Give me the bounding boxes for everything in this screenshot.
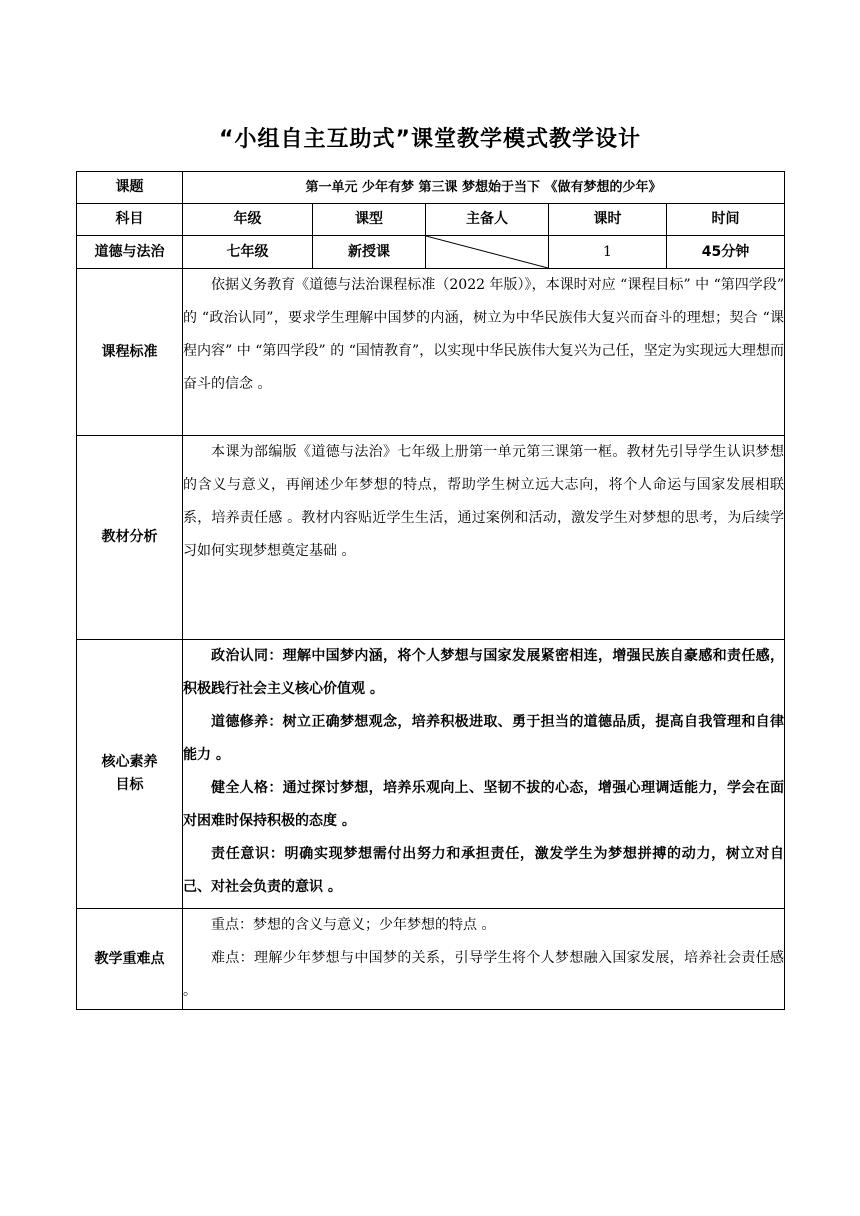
curriculum-standard-cell — [183, 269, 785, 436]
lesson-type-value: 新授课 — [313, 236, 426, 269]
key-points-row — [77, 909, 785, 1010]
header-time: 时间 — [667, 204, 785, 236]
values-row — [77, 236, 785, 269]
textbook-analysis-row — [77, 436, 785, 640]
core-literacy-cell — [183, 640, 785, 909]
textbook-analysis-text: 本课为部编版《道德与法治》七年级上册第一单元第三课第一框。教材先引导学生认识梦想的含义与意义，再阐述少年梦想的特点，帮助学生树立远大志向，将个人命运与国家发展相联系，培养责任感 。教材内容贴近学生生活，通过案例和活动，激发学生对梦想的思考，为后续学习如何实现梦想奠定基础 。 — [183, 444, 784, 559]
topic-row — [77, 172, 785, 204]
curriculum-standard-row — [77, 269, 785, 436]
lesson-plan-table — [76, 171, 785, 1010]
header-row — [77, 204, 785, 236]
key-points-difficulty: 难点：理解少年梦想与中国梦的关系，引导学生将个人梦想融入国家发展，培养社会责任感 。 — [183, 950, 784, 999]
header-preparer: 主备人 — [426, 204, 549, 236]
header-periods: 课时 — [549, 204, 667, 236]
header-subject: 科目 — [77, 204, 183, 236]
curriculum-standard-label: 课程标准 — [77, 269, 183, 436]
core-literacy-label-line2: 目标 — [115, 777, 144, 793]
core-literacy-item: 道德修养：树立正确梦想观念，培养积极进取、勇于担当的道德品质，提高自我管理和自律能力 。 — [183, 714, 784, 763]
periods-value: 1 — [549, 236, 667, 269]
core-literacy-row — [77, 640, 785, 909]
core-literacy-item: 责任意识：明确实现梦想需付出努力和承担责任，激发学生为梦想拼搏的动力，树立对自己、对社会负责的意识 。 — [183, 846, 784, 895]
document-title: “小组自主互助式”课堂教学模式教学设计 — [219, 127, 641, 152]
core-literacy-item: 健全人格：通过探讨梦想，培养乐观向上、坚韧不拔的心态，增强心理调适能力，学会在面对困难时保持积极的态度 。 — [183, 780, 784, 829]
textbook-analysis-cell — [183, 436, 785, 640]
textbook-analysis-label: 教材分析 — [77, 436, 183, 640]
header-lesson-type: 课型 — [313, 204, 426, 236]
core-literacy-label-line1: 核心素养 — [101, 754, 158, 771]
key-points-cell — [183, 909, 785, 1010]
time-value: 45分钟 — [667, 236, 785, 269]
header-grade: 年级 — [183, 204, 313, 236]
core-literacy-item: 政治认同：理解中国梦内涵，将个人梦想与国家发展紧密相连，增强民族自豪感和责任感，积极践行社会主义核心价值观 。 — [183, 648, 784, 697]
core-literacy-label — [77, 640, 183, 909]
preparer-value — [426, 236, 549, 269]
diagonal-slash-line — [426, 236, 548, 268]
subject-value: 道德与法治 — [77, 236, 183, 269]
key-points-focus: 重点：梦想的含义与意义；少年梦想的特点 。 — [211, 917, 496, 933]
grade-value: 七年级 — [183, 236, 313, 269]
topic-value: 第一单元 少年有梦 第三课 梦想始于当下 《做有梦想的少年》 — [183, 172, 785, 204]
topic-label: 课题 — [77, 172, 183, 204]
key-points-label: 教学重难点 — [77, 909, 183, 1010]
curriculum-standard-text: 依据义务教育《道德与法治课程标准（2022 年版）》，本课时对应 “课程目标” 中 “第四学段” 的 “政治认同”，要求学生理解中国梦的内涵，树立为中华民族伟大复兴而奋斗的理想；契合 “课程内容” 中 “第四学段” 的 “国情教育”，以实现中华民族伟大复兴为己任，坚定为实现远大理想而奋斗的信念 。 — [183, 277, 784, 392]
